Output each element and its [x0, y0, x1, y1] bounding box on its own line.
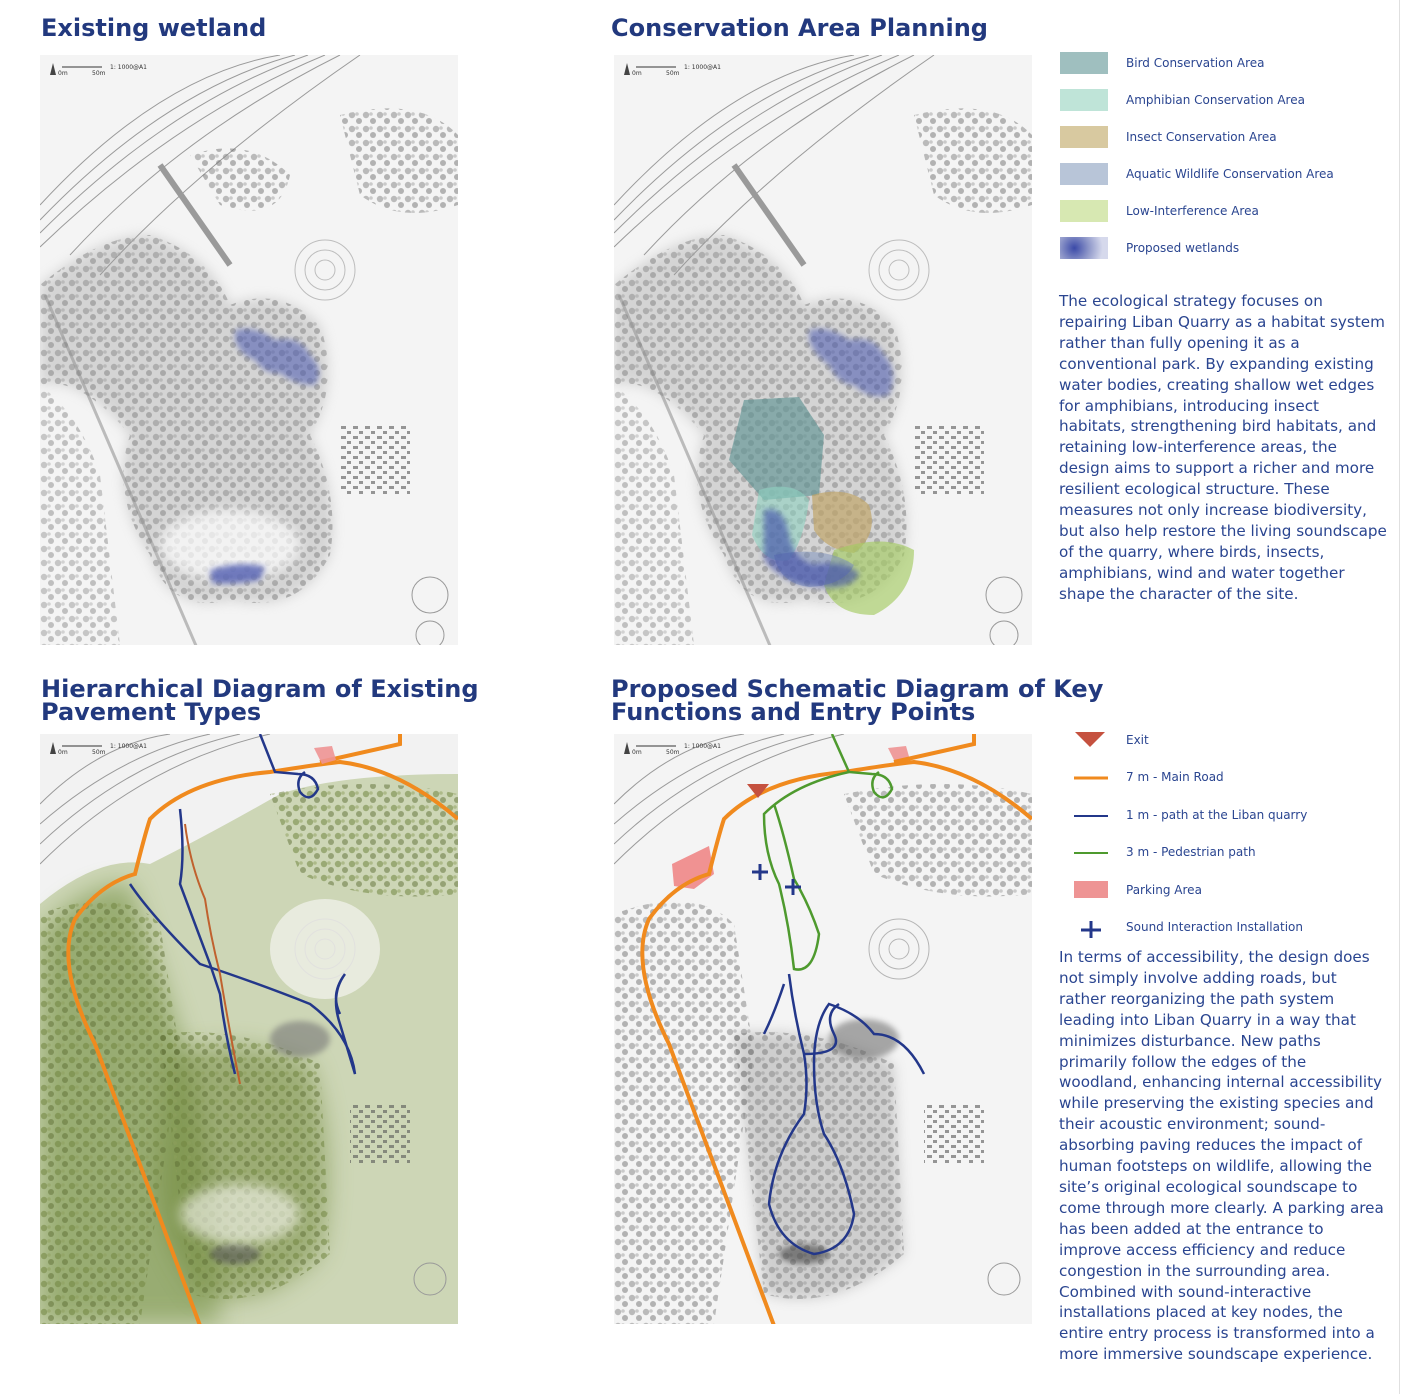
legend-item-sound-installation — [1060, 916, 1390, 940]
title-conservation-planning: Conservation Area Planning — [611, 14, 988, 42]
legend-item-main-road — [1060, 766, 1390, 790]
liban-path-line-icon — [1060, 804, 1108, 826]
svg-text:1: 1000@A1: 1: 1000@A1 — [684, 743, 721, 750]
ecology-paragraph: The ecological strategy focuses on repairing Liban Quarry as a habitat system rather than fully opening it as a conventional park. By expanding existing water bodies, creating shallow wet edges for amphibians, introducing insect habitats, strengthening bird habitats, and retaining low-interference areas, the design aims to support a richer and more resilient ecological structure. These measures not only increase biodiversity, but also help restore the living soundscape of the quarry, where birds, insects, amphibians, wind and water together shape the character of the site. — [1059, 292, 1387, 603]
title-existing-wetland: Existing wetland — [41, 14, 267, 42]
aquatic-swatch-icon — [1060, 163, 1108, 185]
svg-text:1: 1000@A1: 1: 1000@A1 — [110, 64, 147, 71]
svg-text:0m: 0m — [58, 70, 68, 77]
svg-text:0m: 0m — [632, 749, 642, 756]
legend-item-aquatic — [1060, 163, 1390, 187]
map-conservation-planning — [614, 55, 1032, 645]
legend-item-parking — [1060, 879, 1390, 903]
legend-label: Low-Interference Area — [1126, 204, 1259, 218]
svg-text:1: 1000@A1: 1: 1000@A1 — [110, 743, 147, 750]
map-existing-wetland — [40, 55, 458, 645]
triangle-down-icon — [1060, 729, 1108, 751]
title-key-functions — [611, 675, 1104, 726]
legend-item-amphibian — [1060, 89, 1390, 113]
title-functions-line1: Proposed Schematic Diagram of Key — [611, 675, 1104, 703]
title-functions-line2: Functions and Entry Points — [611, 698, 976, 726]
map-pavement-types — [40, 734, 458, 1324]
legend-label: Bird Conservation Area — [1126, 56, 1265, 70]
legend-item-insect — [1060, 126, 1390, 150]
amphibian-swatch-icon — [1060, 89, 1108, 111]
accessibility-paragraph: In terms of accessibility, the design does not simply involve adding roads, but rather reorganizing the path system leading into Liban Quarry in a way that minimizes disturbance. New paths primarily follow the edges of the woodland, enhancing internal accessibility while preserving the existing species and their acoustic environment; sound-absorbing paving reduces the impact of human footsteps on wildlife, allowing the site’s original ecological soundscape to come through more clearly. A parking area has been added at the entrance to improve access efficiency and reduce congestion in the surrounding area. Combined with sound-interactive installations placed at key nodes, the entire entry process is transformed into a more immersive soundscape experience. — [1059, 948, 1384, 1364]
svg-text:0m: 0m — [632, 70, 642, 77]
svg-text:50m: 50m — [92, 70, 106, 77]
map-key-functions — [614, 734, 1032, 1324]
plus-icon — [1060, 916, 1108, 938]
svg-text:1: 1000@A1: 1: 1000@A1 — [684, 64, 721, 71]
svg-text:0m: 0m — [58, 749, 68, 756]
legend-label: Insect Conservation Area — [1126, 130, 1277, 144]
title-pavement-line1: Hierarchical Diagram of Existing — [41, 675, 479, 703]
legend-item-pedestrian-path — [1060, 841, 1390, 865]
pedestrian-path-line-icon — [1060, 841, 1108, 863]
svg-text:50m: 50m — [92, 749, 106, 756]
legend-item-proposed-wetlands — [1060, 237, 1390, 261]
legend-label: Proposed wetlands — [1126, 241, 1240, 255]
legend-item-bird — [1060, 52, 1390, 76]
legend-label: 3 m - Pedestrian path — [1126, 845, 1256, 859]
main-road-line-icon — [1060, 766, 1108, 788]
legend-label: Parking Area — [1126, 883, 1202, 897]
page-edge-divider — [1399, 0, 1400, 1394]
title-pavement-types — [41, 675, 479, 726]
legend-label: 1 m - path at the Liban quarry — [1126, 808, 1308, 822]
parking-rect-icon — [1060, 879, 1108, 901]
legend-label: Amphibian Conservation Area — [1126, 93, 1305, 107]
svg-text:50m: 50m — [666, 749, 680, 756]
legend-item-low-interference — [1060, 200, 1390, 224]
svg-text:50m: 50m — [666, 70, 680, 77]
bird-swatch-icon — [1060, 52, 1108, 74]
legend-label: Exit — [1126, 733, 1149, 747]
legend-item-liban-path — [1060, 804, 1390, 828]
legend-label: 7 m - Main Road — [1126, 770, 1224, 784]
legend-label: Aquatic Wildlife Conservation Area — [1126, 167, 1334, 181]
title-pavement-line2: Pavement Types — [41, 698, 262, 726]
legend-item-exit — [1060, 729, 1390, 753]
wetland-swatch-icon — [1060, 237, 1108, 259]
low-interference-swatch-icon — [1060, 200, 1108, 222]
legend-label: Sound Interaction Installation — [1126, 920, 1303, 934]
insect-swatch-icon — [1060, 126, 1108, 148]
